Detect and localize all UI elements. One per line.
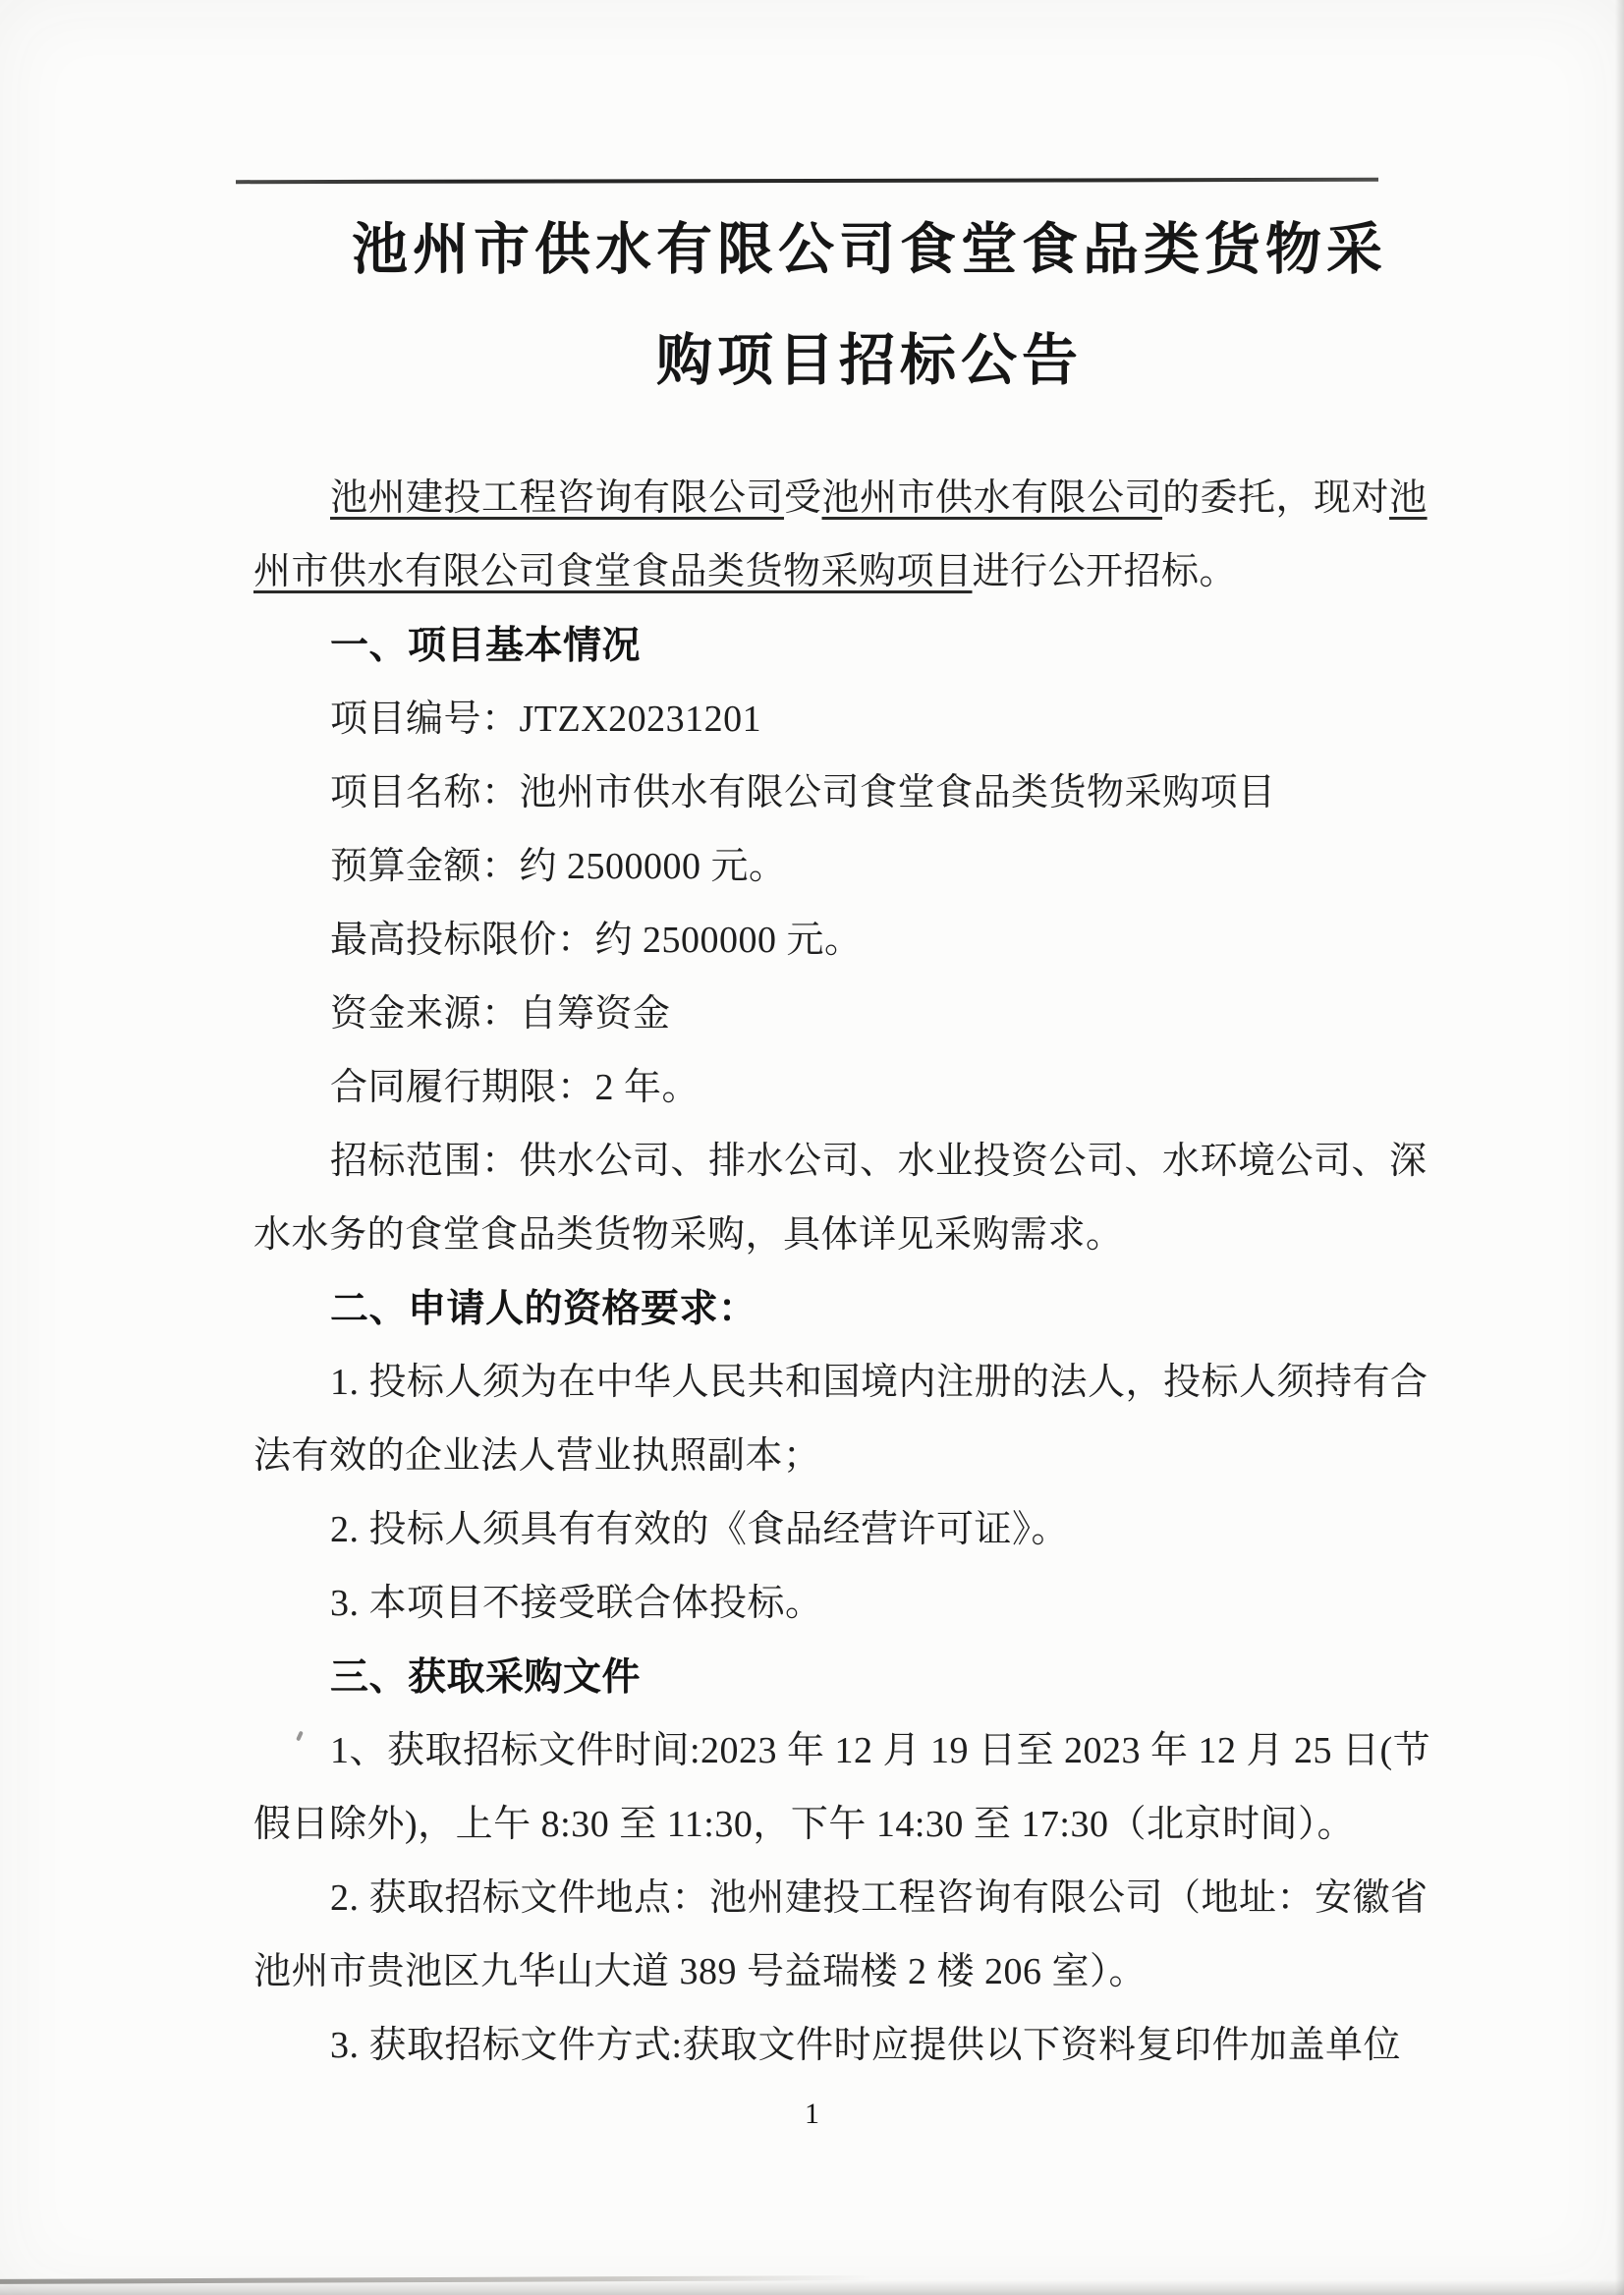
- tender-agent-name: 池州建投工程咨询有限公司: [330, 477, 785, 519]
- document-place-line-2: 池州市贵池区九华山大道 389 号益瑞楼 2 楼 206 室）。: [253, 1951, 1148, 1992]
- document-time-line-1: 1、获取招标文件时间:2023 年 12 月 19 日至 2023 年 12 月 25 日(节: [330, 1730, 1431, 1771]
- title-line-1: 池州市供水有限公司食堂食品类货物采: [352, 219, 1387, 281]
- purchaser-name: 池州市供水有限公司: [821, 477, 1163, 519]
- tender-scope-line-1: 招标范围：供水公司、排水公司、水业投资公司、水环境公司、深: [330, 1141, 1428, 1182]
- document-body: [253, 462, 1442, 2083]
- project-number-line: 项目编号：JTZX20231201: [330, 699, 762, 740]
- project-name-start: 池: [1389, 477, 1428, 519]
- funding-source-line: 资金来源：自筹资金: [330, 993, 671, 1035]
- scan-edge-bottom: [0, 2279, 1624, 2295]
- page-number: 1: [805, 2098, 819, 2130]
- document-place-line-1: 2. 获取招标文件地点：池州建投工程咨询有限公司（地址：安徽省: [330, 1877, 1428, 1919]
- text-span: 的委托，现对: [1162, 477, 1390, 519]
- text-span: 受: [784, 477, 822, 519]
- scan-edge-right: [1615, 0, 1624, 2295]
- section3-heading: 三、获取采购文件: [330, 1656, 642, 1699]
- project-name-line: 项目名称：池州市供水有限公司食堂食品类货物采购项目: [330, 772, 1276, 813]
- qualification-item2-line: 2. 投标人须具有有效的《食品经营许可证》。: [330, 1509, 1070, 1550]
- document-title: [314, 195, 1425, 417]
- budget-line: 预算金额：约 2500000 元。: [330, 846, 787, 887]
- text-span: 进行公开招标。: [972, 551, 1238, 592]
- title-line-2: 购项目招标公告: [656, 330, 1083, 392]
- qualification-item1-line-2: 法有效的企业法人营业执照副本；: [253, 1435, 821, 1477]
- max-bid-price-line: 最高投标限价：约 2500000 元。: [330, 920, 863, 961]
- contract-duration-line: 合同履行期限：2 年。: [330, 1067, 700, 1108]
- document-method-line-1: 3. 获取招标文件方式:获取文件时应提供以下资料复印件加盖单位: [330, 2025, 1402, 2066]
- section2-heading: 二、申请人的资格要求：: [330, 1288, 757, 1330]
- project-name-continued: 州市供水有限公司食堂食品类货物采购项目: [253, 551, 973, 592]
- qualification-item3-line: 3. 本项目不接受联合体投标。: [330, 1583, 823, 1624]
- qualification-item1-line-1: 1. 投标人须为在中华人民共和国境内注册的法人，投标人须持有合: [330, 1362, 1428, 1403]
- document-time-line-2: 假日除外)，上午 8:30 至 11:30，下午 14:30 至 17:30（北京时间）。: [253, 1804, 1355, 1845]
- section1-heading: 一、项目基本情况: [330, 625, 642, 667]
- intro-line-1: [253, 462, 1442, 535]
- header-rule: [236, 178, 1378, 184]
- tender-scope-line-2: 水水务的食堂食品类货物采购，具体详见采购需求。: [253, 1214, 1124, 1256]
- intro-line-2: [253, 535, 1442, 609]
